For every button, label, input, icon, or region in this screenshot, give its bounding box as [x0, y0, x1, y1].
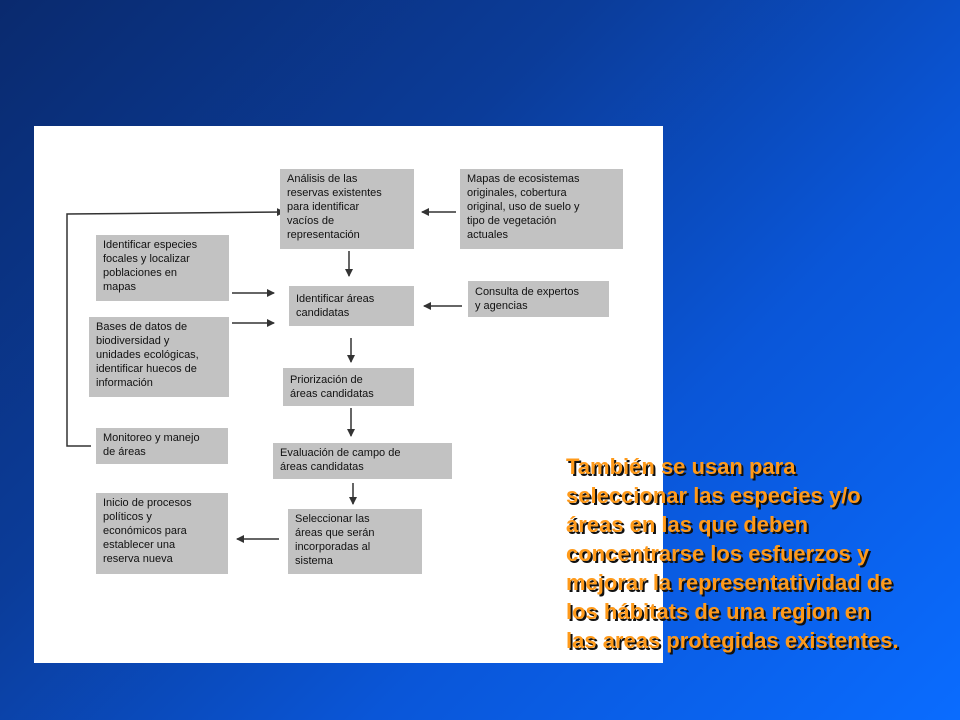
- box-inicio-procesos: Inicio de procesos políticos y económicos para establecer una reserva nueva: [96, 493, 228, 574]
- box-consulta-expertos: Consulta de expertos y agencias: [468, 281, 609, 317]
- box-bases-datos: Bases de datos de biodiversidad y unidades ecológicas, identificar huecos de información: [89, 317, 229, 397]
- box-identificar-areas: Identificar áreas candidatas: [289, 286, 414, 326]
- box-evaluacion-campo: Evaluación de campo de áreas candidatas: [273, 443, 452, 479]
- box-seleccionar-areas: Seleccionar las áreas que serán incorporadas al sistema: [288, 509, 422, 574]
- box-identificar-especies: Identificar especies focales y localizar poblaciones en mapas: [96, 235, 229, 301]
- slide-caption: También se usan para seleccionar las especies y/o áreas en las que deben concentrarse los esfuerzos y mejorar la representatividad de los hábitats de una region en las areas protegidas existentes.: [566, 454, 899, 653]
- box-mapas-ecosistemas: Mapas de ecosistemas originales, cobertura original, uso de suelo y tipo de vegetación actuales: [460, 169, 623, 249]
- box-analisis-reservas: Análisis de las reservas existentes para identificar vacíos de representación: [280, 169, 414, 249]
- box-monitoreo-manejo: Monitoreo y manejo de áreas: [96, 428, 228, 464]
- box-priorizacion: Priorización de áreas candidatas: [283, 368, 414, 406]
